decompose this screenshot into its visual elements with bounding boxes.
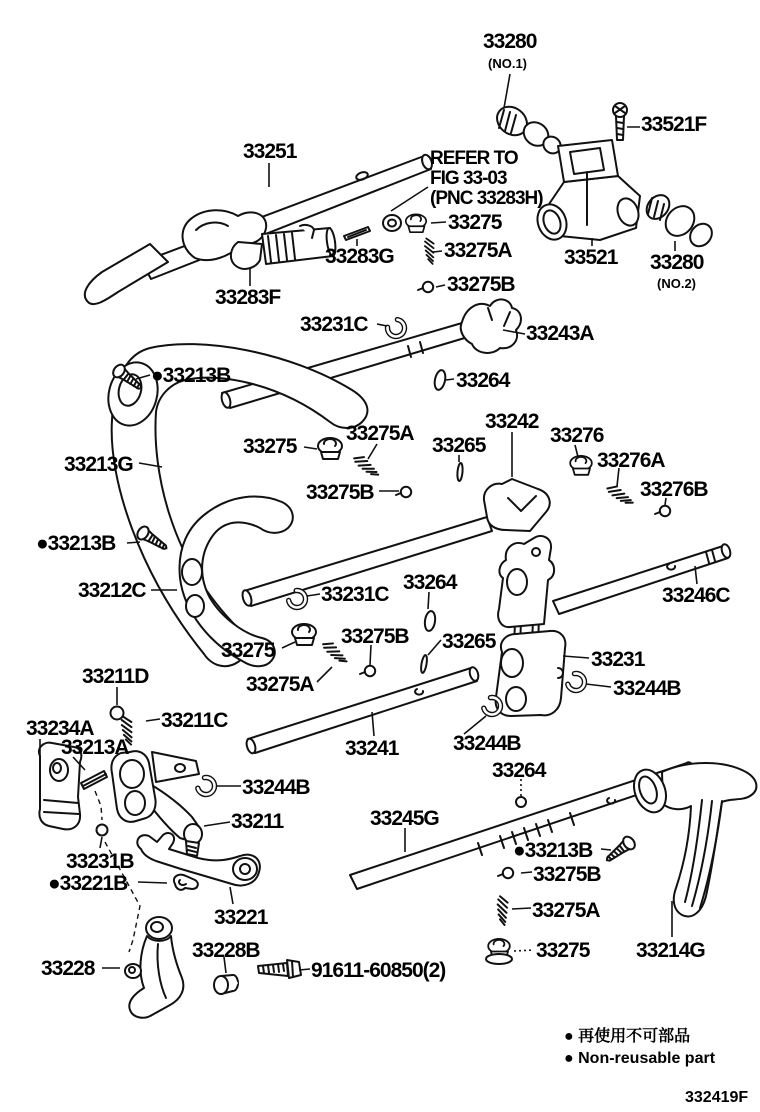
label-33251: 33251 [243, 140, 297, 163]
snap-ring-33244B-1 [566, 672, 586, 692]
label-33275A-top: 33275A [444, 239, 512, 262]
snap-ring-33244B-2 [482, 696, 502, 716]
pin-33213A [81, 771, 107, 789]
label-33275-top: 33275 [448, 211, 502, 234]
pin-33283G [344, 227, 370, 240]
snap-ring-33244B-3 [196, 776, 216, 796]
pin-33265-1 [457, 463, 464, 481]
ball-33264-3 [516, 797, 526, 807]
refer-note-line3: (PNC 33283H) [430, 188, 543, 209]
cap-33275-3 [292, 624, 316, 645]
cap-33276 [570, 456, 592, 475]
rod-33251 [85, 153, 434, 304]
lever-33211 [111, 751, 202, 856]
pin-33276B [655, 506, 670, 516]
label-33244B-3: 33244B [242, 776, 310, 799]
figure-code: 332419F [685, 1089, 749, 1106]
pin-33264-1 [433, 369, 447, 391]
legend-en: ● Non-reusable part [564, 1050, 716, 1067]
label-33280-no2: 33280 [650, 251, 704, 274]
label-33280-no1: 33280 [483, 30, 537, 53]
label-33275A-4: 33275A [532, 899, 600, 922]
label-33244B-1: 33244B [613, 677, 681, 700]
label-33265-2: 33265 [442, 630, 496, 653]
label-33276A: 33276A [597, 449, 665, 472]
label-33283G: 33283G [325, 245, 394, 268]
label-33245G: 33245G [370, 807, 439, 830]
pin-33275B-3 [360, 666, 375, 676]
label-33242: 33242 [485, 410, 539, 433]
label-91611-60850: 91611-60850(2) [311, 959, 446, 982]
label-33243A: 33243A [526, 322, 594, 345]
label-33211C: 33211C [161, 709, 228, 732]
label-33521F: 33521F [641, 113, 707, 136]
label-33221: 33221 [214, 906, 268, 929]
label-33275B-3: 33275B [341, 625, 409, 648]
cap-33275-bottom [486, 939, 512, 964]
label-33280-no2-sub: (NO.2) [657, 276, 696, 291]
legend-jp: ● 再使用不可部品 [564, 1028, 691, 1045]
label-33231: 33231 [591, 648, 645, 671]
shift-fork-33214G [628, 763, 756, 916]
snap-ring-33231C-1 [386, 318, 406, 338]
label-33275-3: 33275 [221, 639, 275, 662]
clip-33221B [174, 875, 198, 890]
label-33231C-1: 33231C [300, 313, 368, 336]
ball-33231B [97, 825, 108, 836]
refer-note-line2: FIG 33-03 [430, 168, 507, 189]
spring-33275A-4 [497, 896, 509, 926]
label-33213A: 33213A [61, 736, 129, 759]
ring-33283H [383, 215, 401, 231]
shift-head-33231 [496, 536, 566, 716]
label-33241: 33241 [345, 737, 399, 760]
cap-33275-top [406, 214, 426, 232]
label-33264-1: 33264 [456, 369, 510, 392]
refer-note-line1: REFER TO [430, 148, 518, 169]
bush-33228B [214, 975, 238, 994]
label-33231C-2: 33231C [321, 583, 389, 606]
label-33280-no1-sub: (NO.1) [488, 56, 527, 71]
pin-33265-2 [420, 655, 428, 674]
label-33521: 33521 [564, 246, 618, 269]
label-33228: 33228 [41, 957, 95, 980]
label-33283F: 33283F [215, 286, 281, 309]
label-33213B-2: ●33213B [36, 532, 116, 555]
spring-33275A-2 [352, 453, 381, 479]
label-33264-2: 33264 [403, 571, 457, 594]
label-33244B-2: 33244B [453, 732, 521, 755]
label-33275-2: 33275 [243, 435, 297, 458]
pin-33264-2 [424, 610, 437, 631]
label-33231B: 33231B [66, 850, 134, 873]
bolt-91611 [258, 960, 301, 978]
detent-plug-33280-no2 [642, 191, 716, 251]
label-33246C: 33246C [662, 584, 730, 607]
screw-33521F [613, 103, 627, 140]
label-33212C: 33212C [78, 579, 146, 602]
label-33213B-3: ●33213B [513, 839, 593, 862]
label-33234A: 33234A [26, 717, 94, 740]
label-33264-3: 33264 [492, 759, 546, 782]
label-33221B: ●33221B [48, 872, 128, 895]
label-33213B-1: ●33213B [151, 364, 231, 387]
cap-33275-2 [318, 438, 342, 459]
label-33275A-2: 33275A [346, 422, 414, 445]
pin-33275B-top [418, 282, 433, 292]
interlock-body-33521 [533, 140, 642, 244]
pin-33275B-4 [498, 868, 513, 878]
ball-33211D [111, 707, 124, 720]
label-33275B-4: 33275B [533, 863, 601, 886]
label-33275A-3: 33275A [246, 673, 314, 696]
lever-33228 [125, 917, 183, 1018]
pin-33275B-2 [396, 487, 411, 497]
label-33275B-top: 33275B [447, 273, 515, 296]
label-33275B-2: 33275B [306, 481, 374, 504]
label-33214G: 33214G [636, 939, 705, 962]
label-33276B: 33276B [640, 478, 708, 501]
spring-33276A [606, 483, 636, 507]
label-33211: 33211 [231, 810, 284, 833]
label-33228B: 33228B [192, 939, 260, 962]
label-33275-4: 33275 [536, 939, 590, 962]
label-33276: 33276 [550, 424, 604, 447]
label-33265-1: 33265 [432, 434, 486, 457]
label-33211D: 33211D [82, 665, 149, 688]
label-33213G: 33213G [64, 453, 133, 476]
